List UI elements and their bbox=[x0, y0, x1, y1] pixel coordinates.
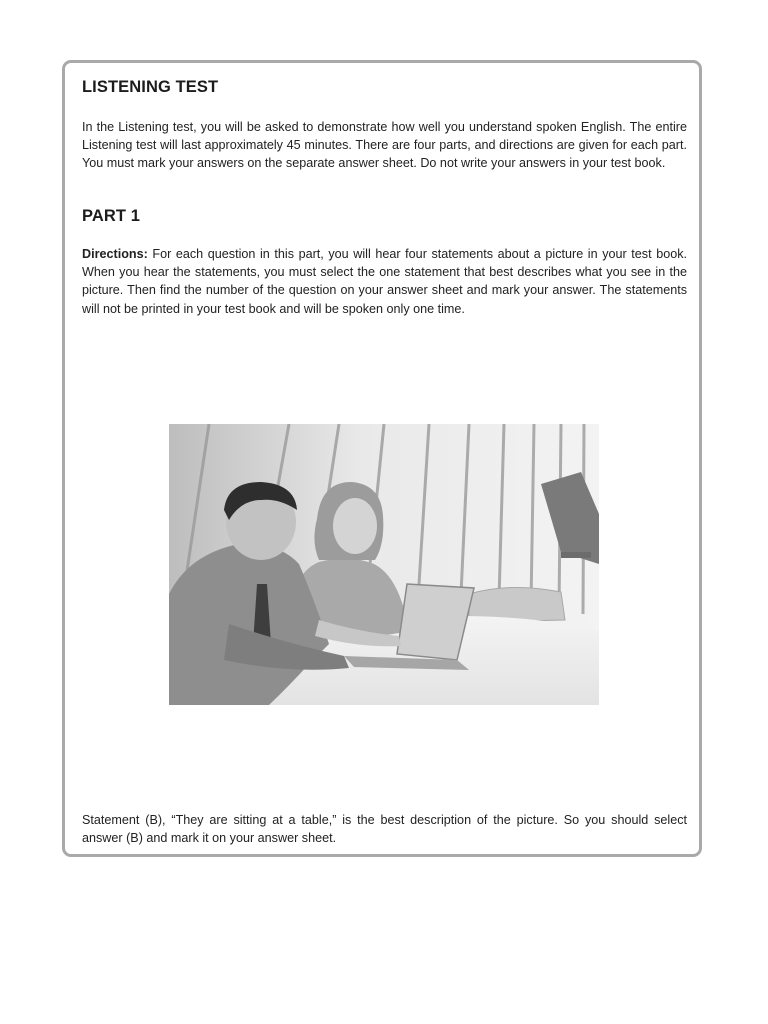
example-explanation: Statement (B), “They are sitting at a table,” is the best description of the picture. So you should select answer (B) and mark it on your answer sheet. bbox=[82, 813, 687, 846]
part1-directions bbox=[82, 245, 687, 318]
example-photo bbox=[169, 424, 599, 705]
part1-heading: PART 1 bbox=[82, 207, 141, 225]
directions-label: Directions: bbox=[82, 247, 148, 261]
listening-test-heading: LISTENING TEST bbox=[82, 78, 219, 96]
directions-text: For each question in this part, you will hear four statements about a picture in your test book. When you hear the statements, you must select the one statement that best describes what you see in the picture. Then find the number of the question on your answer sheet and mark your answer. The statements will not be printed in your test book and will be spoken only one time. bbox=[82, 247, 687, 316]
listening-test-intro: In the Listening test, you will be asked to demonstrate how well you understand spoken English. The entire Listening test will last approximately 45 minutes. There are four parts, and directions are given for each part. You must mark your answers on the separate answer sheet. Do not write your answers in your test book. bbox=[82, 120, 687, 171]
